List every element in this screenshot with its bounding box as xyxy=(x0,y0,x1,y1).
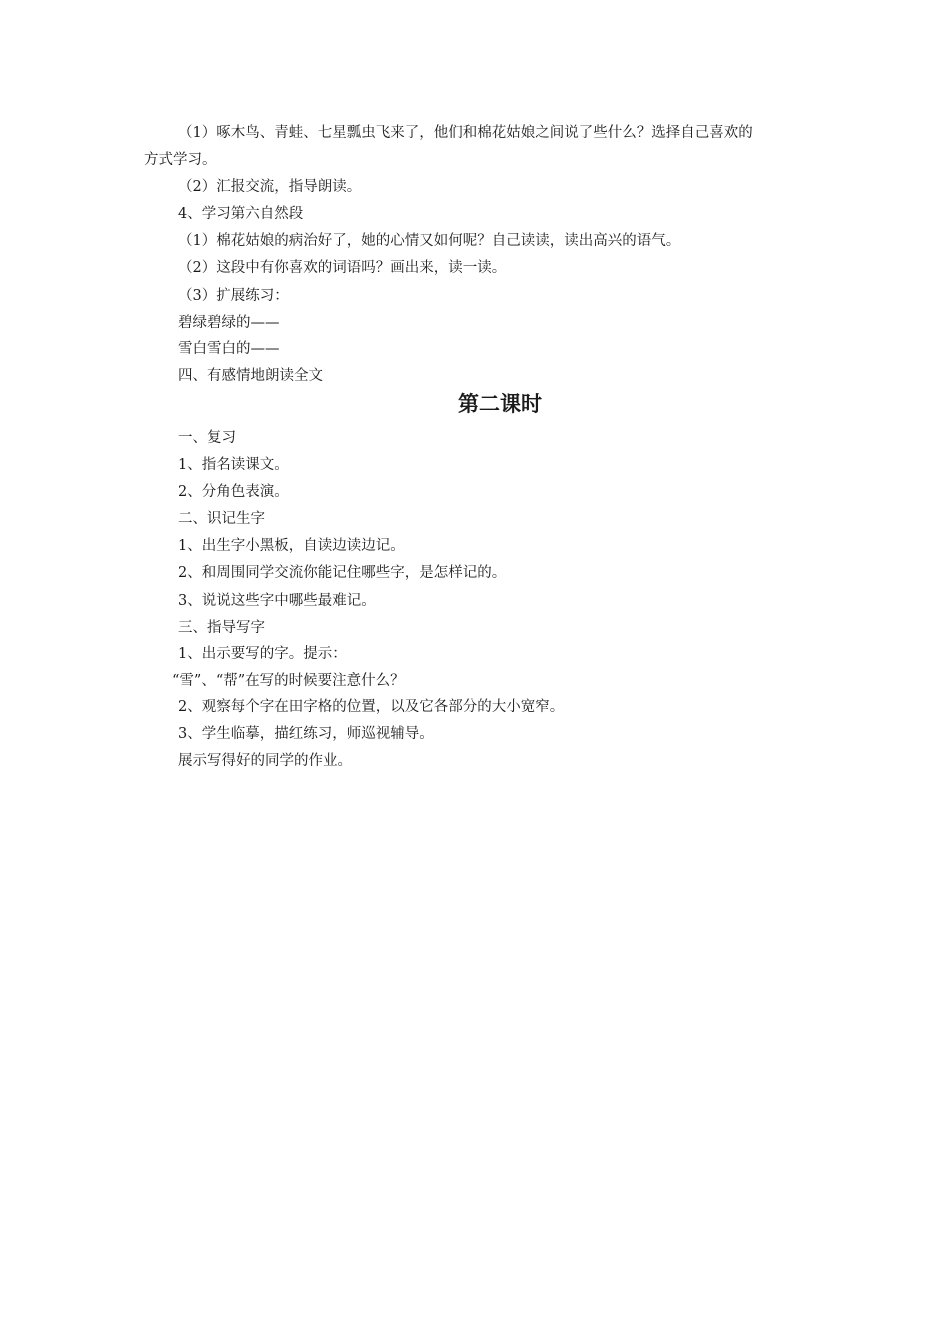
paragraph-line: “雪”、“帮”在写的时候要注意什么？ xyxy=(172,673,405,689)
paragraph-line: 2、观察每个字在田字格的位置，以及它各部分的大小宽窄。 xyxy=(178,699,565,715)
paragraph-line: （1）啄木鸟、青蛙、七星瓢虫飞来了，他们和棉花姑娘之间说了些什么？选择自己喜欢的 xyxy=(178,125,753,141)
paragraph-line: 1、出生字小黑板，自读边读边记。 xyxy=(178,538,405,554)
paragraph-line: 3、学生临摹，描红练习，师巡视辅导。 xyxy=(178,726,434,742)
paragraph-line: 三、指导写字 xyxy=(178,620,265,636)
paragraph-line: 1、指名读课文。 xyxy=(178,457,289,473)
section-title: 第二课时 xyxy=(458,392,542,416)
paragraph-line: （3）扩展练习： xyxy=(178,288,289,304)
paragraph-line: 四、有感情地朗读全文 xyxy=(178,368,323,384)
paragraph-line: 2、和周围同学交流你能记住哪些字，是怎样记的。 xyxy=(178,565,507,581)
paragraph-line: 1、出示要写的字。提示： xyxy=(178,646,347,662)
paragraph-line: 方式学习。 xyxy=(144,152,217,168)
paragraph-line: 4、学习第六自然段 xyxy=(178,206,304,222)
paragraph-line: （2）这段中有你喜欢的词语吗？画出来，读一读。 xyxy=(178,260,507,276)
paragraph-line: 二、识记生字 xyxy=(178,511,265,527)
paragraph-line: 展示写得好的同学的作业。 xyxy=(178,753,352,769)
paragraph-line: 3、说说这些字中哪些最难记。 xyxy=(178,593,376,609)
paragraph-line: 碧绿碧绿的—— xyxy=(178,315,280,331)
paragraph-line: （1）棉花姑娘的病治好了，她的心情又如何呢？自己读读，读出高兴的语气。 xyxy=(178,233,681,249)
paragraph-line: 一、复习 xyxy=(178,430,236,446)
paragraph-line: （2）汇报交流，指导朗读。 xyxy=(178,179,362,195)
paragraph-line: 雪白雪白的—— xyxy=(178,341,280,357)
paragraph-line: 2、分角色表演。 xyxy=(178,484,289,500)
